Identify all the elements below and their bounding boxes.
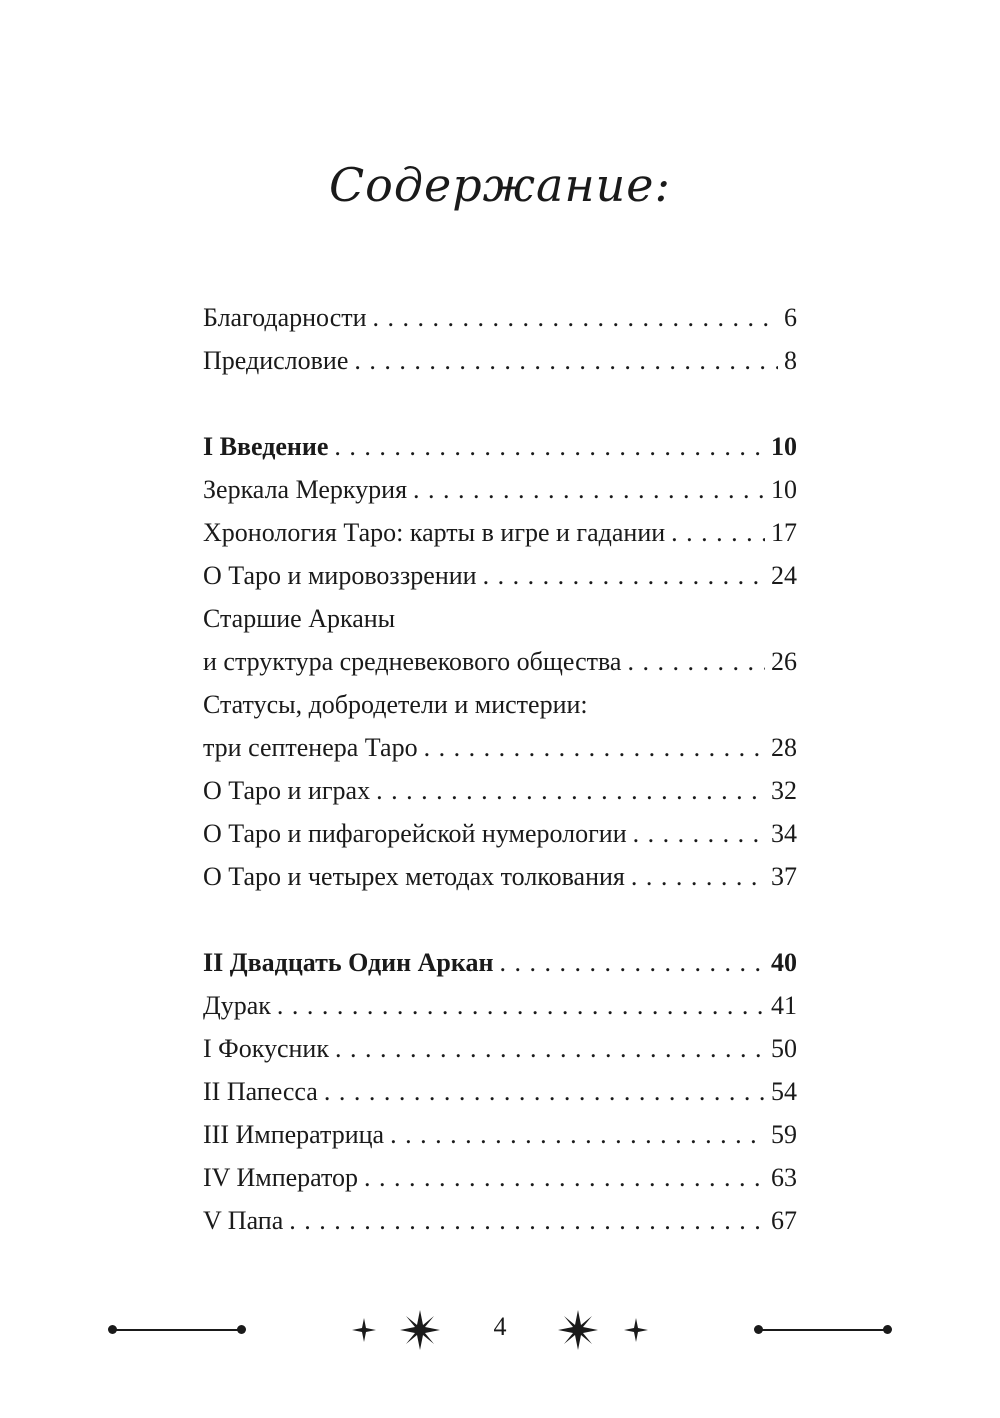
toc-entry[interactable] (203, 855, 797, 898)
dot-leader (424, 726, 765, 769)
dot-leader (373, 296, 778, 339)
toc-section-heading[interactable] (203, 425, 797, 468)
toc-entry-page: 41 (771, 991, 797, 1020)
toc-entry[interactable] (203, 554, 797, 597)
toc-entry-page: 63 (771, 1163, 797, 1192)
toc-entry-page: 32 (771, 776, 797, 805)
toc-entry-label: IV Император (203, 1163, 359, 1192)
toc-entry[interactable] (203, 511, 797, 554)
toc-entry-label: О Таро и играх (203, 776, 371, 805)
dot-leader (627, 640, 765, 683)
large-star-icon (400, 1310, 440, 1350)
toc-entry-page: 6 (784, 303, 797, 332)
toc-entry[interactable] (203, 640, 797, 683)
dot-leader (364, 1156, 765, 1199)
toc-entry-first-line[interactable] (203, 683, 797, 726)
toc-entry[interactable] (203, 1199, 797, 1242)
toc-entry-page: 34 (771, 819, 797, 848)
toc-entry-label: О Таро и мировоззрении (203, 561, 477, 590)
toc-entry[interactable] (203, 726, 797, 769)
toc-entry-page: 59 (771, 1120, 797, 1149)
toc-entry[interactable] (203, 812, 797, 855)
toc-entry-page: 28 (771, 733, 797, 762)
toc-entry-page: 8 (784, 346, 797, 375)
toc-entry-page: 37 (771, 862, 797, 891)
dot-leader (277, 984, 765, 1027)
toc-entry[interactable] (203, 339, 797, 382)
toc-entry-label: Хронология Таро: карты в игре и гадании (203, 518, 666, 547)
toc-entry-label: II Папесса (203, 1077, 318, 1106)
toc-entry-page: 50 (771, 1034, 797, 1063)
dot-leader (483, 554, 765, 597)
dot-leader (324, 1070, 765, 1113)
toc-entry-label: I Фокусник (203, 1034, 329, 1063)
toc-entry-label: Благодарности (203, 303, 367, 332)
page-number: 4 (493, 1312, 507, 1341)
toc-entry[interactable] (203, 1070, 797, 1113)
dot-leader (334, 425, 765, 468)
table-of-contents (203, 296, 797, 1242)
dot-leader (671, 511, 765, 554)
page-footer (0, 1310, 1000, 1350)
toc-entry-label-line1: Статусы, добродетели и мистерии: (203, 690, 588, 719)
toc-entry-page: 10 (771, 432, 797, 461)
toc-entry-page: 67 (771, 1206, 797, 1235)
toc-entry-page: 40 (771, 948, 797, 977)
toc-section-heading[interactable] (203, 941, 797, 984)
dot-leader (413, 468, 765, 511)
toc-entry-page: 54 (771, 1077, 797, 1106)
dot-leader (499, 941, 765, 984)
small-star-icon (352, 1318, 376, 1342)
toc-entry-label: О Таро и четырех методах толкования (203, 862, 625, 891)
toc-entry[interactable] (203, 468, 797, 511)
dot-leader (390, 1113, 765, 1156)
toc-entry-label: Зеркала Меркурия (203, 475, 408, 504)
toc-entry-label: Дурак (203, 991, 271, 1020)
ornament-dot (883, 1325, 892, 1334)
toc-entry[interactable] (203, 296, 797, 339)
ornament-dot (237, 1325, 246, 1334)
toc-entry[interactable] (203, 984, 797, 1027)
toc-entry-label: О Таро и пифагорейской нумерологии (203, 819, 627, 848)
toc-entry-label-line1: Старшие Арканы (203, 604, 396, 633)
toc-entry-first-line[interactable] (203, 597, 797, 640)
toc-entry-label: три септенера Таро (203, 733, 418, 762)
toc-entry[interactable] (203, 1113, 797, 1156)
dot-leader (376, 769, 765, 812)
page-title: Содержание: (328, 158, 672, 212)
toc-entry-page: 26 (771, 647, 797, 676)
dot-leader (354, 339, 778, 382)
toc-entry-page: 17 (771, 518, 797, 547)
toc-entry-label: и структура средневекового общества (203, 647, 622, 676)
toc-entry[interactable] (203, 769, 797, 812)
dot-leader (335, 1027, 765, 1070)
toc-entry-label: III Императрица (203, 1120, 385, 1149)
toc-entry[interactable] (203, 1156, 797, 1199)
toc-entry-label: II Двадцать Один Аркан (203, 948, 494, 977)
small-star-icon (624, 1318, 648, 1342)
dot-leader (289, 1199, 765, 1242)
toc-entry-label: Предисловие (203, 346, 349, 375)
ornament-line-left (112, 1329, 240, 1331)
toc-entry-page: 24 (771, 561, 797, 590)
toc-entry-label: I Введение (203, 432, 329, 461)
ornament-line-right (758, 1329, 886, 1331)
toc-entry-label: V Папа (203, 1206, 284, 1235)
toc-entry[interactable] (203, 1027, 797, 1070)
dot-leader (631, 855, 765, 898)
dot-leader (633, 812, 765, 855)
large-star-icon (558, 1310, 598, 1350)
toc-entry-page: 10 (771, 475, 797, 504)
